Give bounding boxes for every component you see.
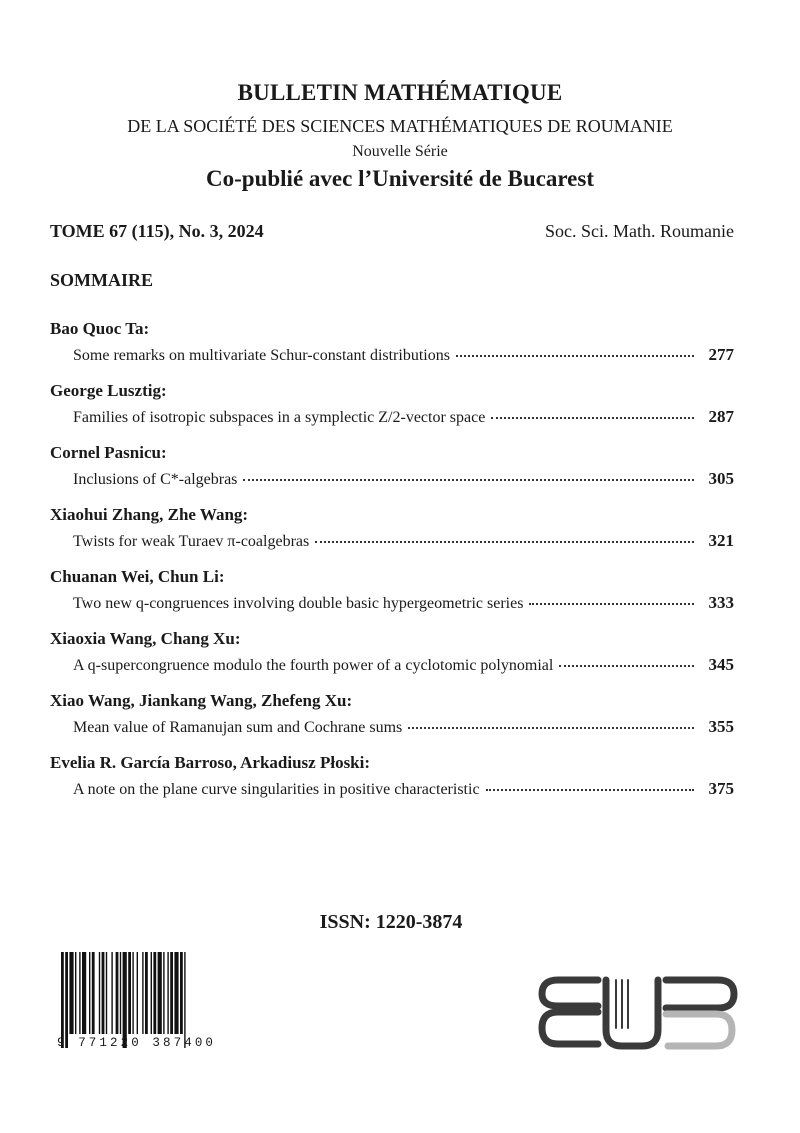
toc-page: 355 xyxy=(708,717,734,736)
toc-page: 345 xyxy=(708,655,734,674)
dot-leader xyxy=(243,479,694,481)
toc-entry xyxy=(50,688,734,750)
toc-line[interactable] xyxy=(50,714,734,740)
toc-entry xyxy=(50,316,734,378)
toc-title: Inclusions of C*-algebras xyxy=(73,471,238,488)
toc-line[interactable] xyxy=(50,590,734,616)
dot-leader xyxy=(408,727,694,729)
journal-title: BULLETIN MATHÉMATIQUE xyxy=(237,80,563,105)
toc-title: Two new q-congruences involving double basic hypergeometric series xyxy=(73,595,524,612)
toc-authors: Xiaohui Zhang, Zhe Wang: xyxy=(50,505,249,524)
toc-page: 305 xyxy=(708,469,734,488)
toc-title: Twists for weak Turaev π-coalgebras xyxy=(73,533,310,550)
dot-leader xyxy=(559,665,694,667)
toc-title: Mean value of Ramanujan sum and Cochrane sums xyxy=(73,719,403,736)
toc-authors: George Lusztig: xyxy=(50,381,167,400)
toc-entry xyxy=(50,750,734,812)
toc-authors: Cornel Pasnicu: xyxy=(50,443,167,462)
toc-page: 333 xyxy=(708,593,734,612)
publisher-short: Soc. Sci. Math. Roumanie xyxy=(545,221,734,241)
toc-page: 375 xyxy=(708,779,734,798)
copublished-line: Co-publié avec l’Université de Bucarest xyxy=(206,166,594,191)
society-name: DE LA SOCIÉTÉ DES SCIENCES MATHÉMATIQUES DE ROUMANIE xyxy=(127,116,673,136)
toc-entry xyxy=(50,440,734,502)
toc-title: Families of isotropic subspaces in a symplectic Z/2-vector space xyxy=(73,409,486,426)
dot-leader xyxy=(456,355,694,357)
toc-title: A note on the plane curve singularities in positive characteristic xyxy=(73,781,480,798)
toc-entry xyxy=(50,626,734,688)
toc-title: A q-supercongruence modulo the fourth power of a cyclotomic polynomial xyxy=(73,657,554,674)
toc-authors: Xiao Wang, Jiankang Wang, Zhefeng Xu: xyxy=(50,691,353,710)
toc-entry xyxy=(50,378,734,440)
toc-line[interactable] xyxy=(50,652,734,678)
toc-authors: Chuanan Wei, Chun Li: xyxy=(50,567,225,586)
dot-leader xyxy=(529,603,694,605)
publisher-logo-icon xyxy=(538,972,738,1054)
dot-leader xyxy=(315,541,694,543)
contents-heading: SOMMAIRE xyxy=(50,270,153,290)
toc-title: Some remarks on multivariate Schur-constant distributions xyxy=(73,347,450,364)
volume-info: TOME 67 (115), No. 3, 2024 xyxy=(50,221,264,241)
toc-entry xyxy=(50,564,734,626)
toc-line[interactable] xyxy=(50,342,734,368)
dot-leader xyxy=(491,417,694,419)
toc-page: 277 xyxy=(708,345,734,364)
toc-page: 287 xyxy=(708,407,734,426)
series-label: Nouvelle Série xyxy=(352,143,448,160)
toc-authors: Xiaoxia Wang, Chang Xu: xyxy=(50,629,241,648)
toc-entry xyxy=(50,502,734,564)
toc-line[interactable] xyxy=(50,404,734,430)
toc-line[interactable] xyxy=(50,528,734,554)
issn-number: ISSN: 1220-3874 xyxy=(319,911,463,933)
toc-authors: Evelia R. García Barroso, Arkadiusz Płoski: xyxy=(50,753,371,772)
toc-line[interactable] xyxy=(50,466,734,492)
barcode-digits: 9 771220 387400 xyxy=(57,1036,217,1050)
toc-line[interactable] xyxy=(50,776,734,802)
toc-authors: Bao Quoc Ta: xyxy=(50,319,150,338)
toc-page: 321 xyxy=(708,531,734,550)
table-of-contents xyxy=(50,316,734,812)
dot-leader xyxy=(486,789,694,791)
